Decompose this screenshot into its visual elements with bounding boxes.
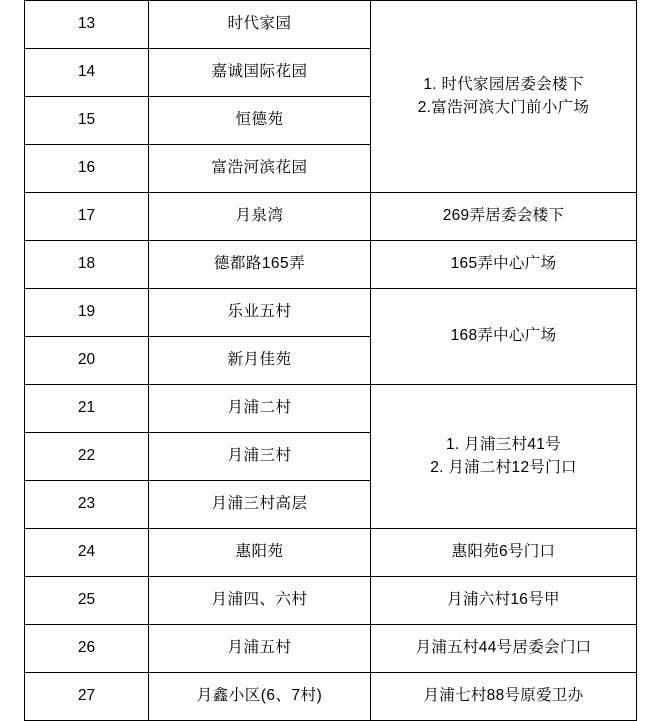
row-community-name: 惠阳苑: [149, 529, 371, 577]
row-community-name: 恒德苑: [149, 97, 371, 145]
table-row: [25, 289, 637, 337]
table-row: [25, 241, 637, 289]
row-index: 26: [25, 625, 149, 673]
row-community-name: 月浦三村高层: [149, 481, 371, 529]
row-community-name: 乐业五村: [149, 289, 371, 337]
row-index: 18: [25, 241, 149, 289]
row-sampling-site: [371, 1, 637, 193]
site-line: 1. 时代家园居委会楼下: [423, 76, 584, 94]
row-community-name: 月浦二村: [149, 385, 371, 433]
table-row: [25, 1, 637, 49]
table-row: [25, 193, 637, 241]
row-community-name: 德都路165弄: [149, 241, 371, 289]
row-community-name: 富浩河滨花园: [149, 145, 371, 193]
row-sampling-site: [371, 385, 637, 529]
site-line: 2. 月浦二村12号门口: [430, 458, 577, 476]
row-community-name: 月泉湾: [149, 193, 371, 241]
row-sampling-site: 月浦五村44号居委会门口: [371, 625, 637, 673]
row-sampling-site: 165弄中心广场: [371, 241, 637, 289]
row-community-name: 时代家园: [149, 1, 371, 49]
row-sampling-site: 惠阳苑6号门口: [371, 529, 637, 577]
row-index: 21: [25, 385, 149, 433]
row-index: 17: [25, 193, 149, 241]
table-row: [25, 673, 637, 721]
row-community-name: 月浦五村: [149, 625, 371, 673]
table-row: [25, 529, 637, 577]
row-index: 24: [25, 529, 149, 577]
row-index: 16: [25, 145, 149, 193]
row-index: 20: [25, 337, 149, 385]
row-index: 15: [25, 97, 149, 145]
table-row: [25, 385, 637, 433]
sampling-site-table: [24, 0, 637, 721]
row-community-name: 新月佳苑: [149, 337, 371, 385]
row-index: 27: [25, 673, 149, 721]
row-community-name: 月浦四、六村: [149, 577, 371, 625]
site-line: 1. 月浦三村41号: [446, 436, 561, 454]
row-index: 13: [25, 1, 149, 49]
table-row: [25, 625, 637, 673]
row-sampling-site: 月浦七村88号原爱卫办: [371, 673, 637, 721]
row-community-name: 月浦三村: [149, 433, 371, 481]
table-row: [25, 577, 637, 625]
table-body: [25, 1, 637, 721]
row-index: 23: [25, 481, 149, 529]
row-community-name: 嘉诚国际花园: [149, 49, 371, 97]
row-sampling-site: 269弄居委会楼下: [371, 193, 637, 241]
row-sampling-site: 月浦六村16号甲: [371, 577, 637, 625]
site-line: 2.富浩河滨大门前小广场: [417, 98, 590, 116]
row-sampling-site: 168弄中心广场: [371, 289, 637, 385]
row-index: 22: [25, 433, 149, 481]
row-index: 14: [25, 49, 149, 97]
row-index: 19: [25, 289, 149, 337]
row-community-name: 月鑫小区(6、7村): [149, 673, 371, 721]
row-index: 25: [25, 577, 149, 625]
